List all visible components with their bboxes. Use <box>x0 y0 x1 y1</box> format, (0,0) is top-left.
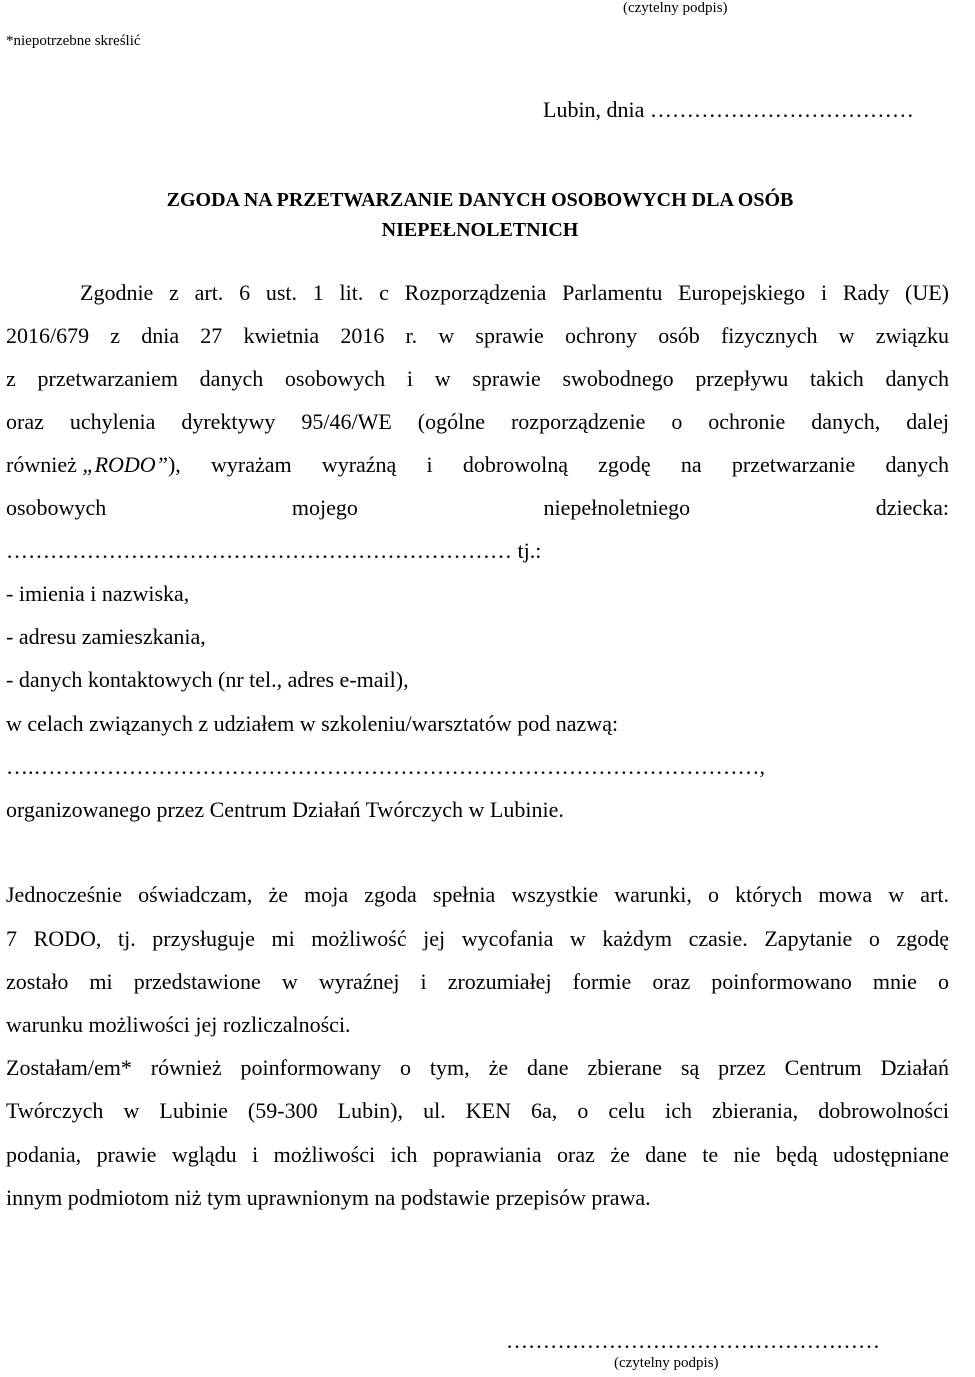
footnote: *niepotrzebne skreślić <box>6 33 141 49</box>
paragraph-1-line-3: z przetwarzaniem danych osobowych i w sprawie swobodnego przepływu takich danych <box>6 366 949 391</box>
paragraph-1-line-5 <box>6 452 949 478</box>
rodo-term: „RODO” <box>82 452 168 477</box>
paragraph-1-line-6: osobowych mojego niepełnoletniego dziecka: <box>6 495 949 520</box>
paragraph-1-line-1: Zgodnie z art. 6 ust. 1 lit. c Rozporządzenia Parlamentu Europejskiego i Rady (UE) <box>80 280 949 305</box>
paragraph-1-line-4: oraz uchylenia dyrektywy 95/46/WE (ogólne rozporządzenie o ochronie danych, dalej <box>6 409 949 434</box>
paragraph-2-line-2: 7 RODO, tj. przysługuje mi możliwość jej wycofania w każdym czasie. Zapytanie o zgodę <box>6 926 949 951</box>
organizer-line: organizowanego przez Centrum Działań Twórczych w Lubinie. <box>6 797 564 822</box>
place-date-line: Lubin, dnia ……………………………… <box>543 97 914 122</box>
signature-line: …………………………………………… <box>506 1328 880 1353</box>
paragraph-2-line-3: zostało mi przedstawione w wyraźnej i zrozumiałej formie oraz poinformowano mnie o <box>6 969 949 994</box>
paragraph-1-line-2: 2016/679 z dnia 27 kwietnia 2016 r. w sprawie ochrony osób fizycznych w związku <box>6 323 949 348</box>
bottom-signature-label: (czytelny podpis) <box>614 1355 719 1371</box>
child-name-field: …………………………………………………………… tj.: <box>6 538 542 563</box>
top-signature-label: (czytelny podpis) <box>623 0 728 16</box>
workshop-name-field: ….………………………………………………………………………………………, <box>6 754 765 779</box>
document-title-line-1: ZGODA NA PRZETWARZANIE DANYCH OSOBOWYCH DLA OSÓB <box>166 189 794 211</box>
list-item-contact: - danych kontaktowych (nr tel., adres e-mail), <box>6 667 409 692</box>
paragraph-1-line-5-end: ), wyrażam wyraźną i dobrowolną zgodę na przetwarzanie danych <box>167 452 949 477</box>
paragraph-2-line-5: Zostałam/em* również poinformowany o tym, że dane zbierane są przez Centrum Działań <box>6 1055 949 1080</box>
document-title-line-2: NIEPEŁNOLETNICH <box>381 219 579 241</box>
purpose-line: w celach związanych z udziałem w szkoleniu/warsztatów pod nazwą: <box>6 711 619 736</box>
paragraph-2-line-7: podania, prawie wglądu i możliwości ich poprawiania oraz że dane te nie będą udostępniane <box>6 1142 949 1167</box>
paragraph-2-line-8: innym podmiotom niż tym uprawnionym na podstawie przepisów prawa. <box>6 1185 651 1210</box>
list-item-address: - adresu zamieszkania, <box>6 624 206 649</box>
list-item-name: - imienia i nazwiska, <box>6 581 190 606</box>
paragraph-2-line-1: Jednocześnie oświadczam, że moja zgoda spełnia wszystkie warunki, o których mowa w art. <box>6 882 949 907</box>
paragraph-2-line-6: Twórczych w Lubinie (59-300 Lubin), ul. KEN 6a, o celu ich zbierania, dobrowolności <box>6 1098 949 1123</box>
paragraph-1-line-5-start: również „RODO” <box>6 452 168 477</box>
paragraph-2-line-4: warunku możliwości jej rozliczalności. <box>6 1012 351 1037</box>
